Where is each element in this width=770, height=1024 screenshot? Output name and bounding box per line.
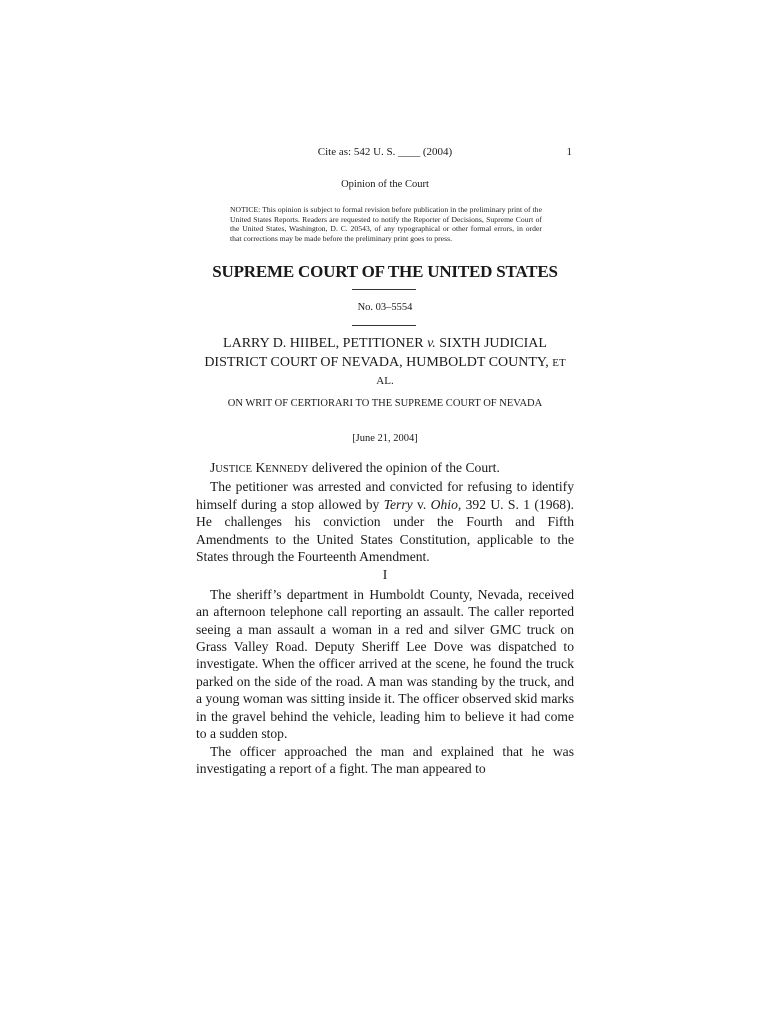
opening-k: K [252,460,266,475]
caption-petitioner: LARRY D. HIIBEL, PETITIONER [223,336,428,351]
para1-text-b: 392 U. S. 1 (1968). He challenges his conviction under the Fourth and Fifth Amendments to the United States Constitution, applicable to the States through the Fourteenth Amendment. [196,496,575,565]
paragraph: The sheriff’s department in Humboldt County, Nevada, received an afternoon telephone call reporting an assault. The caller reported seeing a man assault a woman in a red and silver GMC truck on Grass Valley Road. Deputy Sheriff Lee Dove was dispatched to investigate. When the officer arrived at the scene, he found the truck parked on the side of the road. A man was standing by the truck, and a young woman was sitting inside it. The officer observed skid marks in the gravel behind the vehicle, leading him to believe it had come to a sudden stop. [196,586,574,742]
publication-notice: NOTICE: This opinion is subject to formal revision before publication in the preliminary print of the United States Reports. Readers are requested to notify the Reporter of Decisions, Supreme Court of the United States, Washington, D. C. 20543, of any typographical or other formal errors, in order that corrections may be made before the preliminary print goes to press. [230,205,542,243]
case-versus: v. [412,496,431,512]
writ-statement: ON WRIT OF CERTIORARI TO THE SUPREME COURT OF NEVADA [227,398,543,409]
decision-date: [June 21, 2004] [352,433,418,444]
opinion-label: Opinion of the Court [341,179,429,190]
citation: Cite as: 542 U. S. ____ (2004) [317,146,453,158]
section-heading: I [382,567,388,583]
divider-rule [352,289,416,290]
para1-text-a: The petitioner was arrested and convicted for refusing to identify himself during a stop allowed by [196,479,574,512]
divider-rule [352,325,416,326]
paragraph: The officer approached the man and explained that he was investigating a report of a fight. The man appeared to [196,743,574,776]
caption-et-al: ET AL. [376,356,566,387]
case-name-ohio: Ohio, [430,496,462,512]
court-title: SUPREME COURT OF THE UNITED STATES [212,262,558,281]
opinion-body [196,459,574,777]
case-name-terry: Terry [383,496,413,512]
paragraph [196,478,574,565]
case-caption [196,335,574,391]
caption-respondent: SIXTH JUDICIAL DISTRICT COURT OF NEVADA, HUMBOLDT COUNTY, [204,336,553,370]
opening-rest: delivered the opinion of the Court. [308,460,500,475]
opening-j: J [210,460,216,475]
page-number: 1 [566,146,572,158]
opening-ennedy: ENNEDY [265,464,309,475]
running-head [196,146,574,162]
opening-line [196,459,574,478]
opening-ustice: USTICE [215,464,253,475]
docket-number: No. 03–5554 [357,302,413,313]
caption-versus: v. [427,336,436,351]
